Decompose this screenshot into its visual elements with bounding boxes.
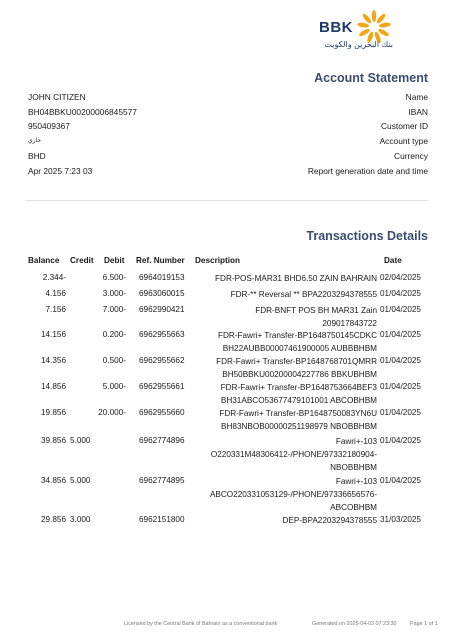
cell-date: 01/04/2025: [380, 382, 421, 391]
cell-debit: 7.000-: [102, 305, 126, 314]
cell-date: 01/04/2025: [380, 408, 421, 417]
cell-debit: 6.500-: [102, 273, 126, 282]
transactions-title: Transactions Details: [306, 229, 428, 243]
cell-balance: 39.856: [40, 436, 66, 445]
cell-description: [177, 514, 377, 527]
account-statement-title: Account Statement: [314, 71, 428, 85]
cell-balance: 4.156: [45, 289, 66, 298]
footer-generated: Generated on 2025-04-03 07:23:30: [312, 621, 397, 627]
cell-date: 31/03/2025: [380, 515, 421, 524]
description-line: FDR-Fawri+ Transfer-BP1648753664BEF3: [220, 383, 377, 392]
description-line: BH31ABCO53677479101001 ABCOBHBM: [220, 396, 377, 405]
info-row: [28, 107, 428, 119]
cell-credit: 5.000: [70, 476, 91, 485]
description-line: FDR-Fawri+ Transfer-BP1648768701QMRR: [216, 357, 377, 366]
cell-ref-number: 6963060015: [139, 289, 185, 298]
cell-debit: 3.000-: [102, 289, 126, 298]
info-label: Report generation date and time: [307, 166, 428, 176]
cell-debit: 0.500-: [102, 356, 126, 365]
cell-ref-number: 6962774896: [139, 436, 185, 445]
cell-description: [177, 475, 377, 514]
info-row: [28, 166, 428, 178]
header-ref-number: Ref. Number: [136, 256, 185, 265]
cell-balance: 2.344-: [42, 273, 66, 282]
description-line: DEP-BPA2203294378555: [282, 516, 377, 525]
cell-ref-number: 6962955662: [139, 356, 185, 365]
cell-ref-number: 6962955660: [139, 408, 185, 417]
header-balance: Balance: [28, 256, 60, 265]
cell-balance: 7.156: [45, 305, 66, 314]
description-line: FDR-BNFT POS BH MAR31 Zain: [255, 306, 377, 315]
info-row: [28, 92, 428, 104]
cell-debit: 0.200-: [102, 330, 126, 339]
header-date: Date: [384, 256, 402, 265]
description-line: ABCO220331053129-/PHONE/97336656576-: [209, 490, 377, 499]
cell-ref-number: 6964019153: [139, 273, 185, 282]
cell-date: 01/04/2025: [380, 305, 421, 314]
info-label: IBAN: [408, 107, 428, 117]
info-value: جاري: [28, 137, 42, 144]
cell-debit: 20.000-: [98, 408, 126, 417]
cell-description: [177, 435, 377, 474]
description-line: FDR-Fawri+ Transfer-BP1648750145CDKC: [217, 331, 377, 340]
cell-ref-number: 6962990421: [139, 305, 185, 314]
cell-balance: 14.156: [40, 330, 66, 339]
description-line: BH22AUBB00007461900005 AUBBBHBM: [222, 344, 377, 353]
description-line: BH83NBOB00000251198979 NBOBBHBM: [221, 422, 377, 431]
description-line: O220331M48306412-/PHONE/97332180904-: [210, 450, 377, 459]
info-value: BH04BBKU00200006845577: [28, 107, 137, 117]
info-label: Account type: [379, 136, 428, 146]
info-label: Name: [405, 92, 428, 102]
cell-description: [177, 288, 377, 301]
cell-description: [177, 329, 377, 355]
cell-debit: 5.000-: [102, 382, 126, 391]
description-line: Fawri+-103: [335, 477, 377, 486]
cell-balance: 14.356: [40, 356, 66, 365]
section-divider: [25, 200, 428, 201]
info-row: [28, 121, 428, 133]
cell-balance: 19.856: [40, 408, 66, 417]
info-label: Customer ID: [380, 121, 428, 131]
header-description: Description: [195, 256, 241, 265]
cell-credit: 5.000: [70, 436, 91, 445]
cell-description: [177, 407, 377, 433]
info-row: [28, 136, 428, 148]
info-value: 950409367: [28, 121, 70, 131]
cell-ref-number: 6962955661: [139, 382, 185, 391]
description-line: FDR-POS-MAR31 BHD6.50 ZAIN BAHRAIN: [215, 274, 377, 283]
description-line: FDR-Fawri+ Transfer-BP1648750083YN6U: [219, 409, 377, 418]
cell-date: 01/04/2025: [380, 289, 421, 298]
cell-description: [177, 381, 377, 407]
cell-description: [177, 272, 377, 285]
footer-license: Licensed by the Central Bank of Bahrain as a conventional bank: [124, 621, 278, 627]
info-row: [28, 151, 428, 163]
description-line: FDR-** Reversal ** BPA2203294378555: [230, 290, 377, 299]
cell-description: [177, 355, 377, 381]
cell-ref-number: 6962151800: [139, 515, 185, 524]
description-line: 209017843722: [322, 319, 377, 328]
description-line: ABCOBHBM: [330, 503, 377, 512]
cell-date: 01/04/2025: [380, 436, 421, 445]
cell-date: 01/04/2025: [380, 356, 421, 365]
cell-balance: 29.856: [40, 515, 66, 524]
info-value: Apr 2025 7:23 03: [28, 166, 93, 176]
cell-ref-number: 6962774895: [139, 476, 185, 485]
description-line: Fawri+-103: [335, 437, 377, 446]
footer-page: Page 1 of 1: [410, 621, 438, 627]
info-value: JOHN CITIZEN: [28, 92, 86, 102]
sun-emblem-icon: [357, 10, 391, 44]
header-debit: Debit: [104, 256, 125, 265]
logo-arabic-name: بنك البحرين والكويت: [324, 40, 393, 49]
info-label: Currency: [394, 151, 428, 161]
cell-date: 02/04/2025: [380, 273, 421, 282]
logo-text: BBK: [319, 19, 353, 36]
cell-balance: 14.856: [40, 382, 66, 391]
info-value: BHD: [28, 151, 46, 161]
cell-balance: 34.856: [40, 476, 66, 485]
cell-ref-number: 6962955663: [139, 330, 185, 339]
cell-date: 01/04/2025: [380, 476, 421, 485]
cell-credit: 3.000: [70, 515, 91, 524]
header-credit: Credit: [70, 256, 94, 265]
cell-description: [177, 304, 377, 330]
cell-date: 01/04/2025: [380, 330, 421, 339]
description-line: NBOBBHBM: [330, 463, 377, 472]
description-line: BH50BBKU00200004227786 BBKUBHBM: [222, 370, 377, 379]
bbk-logo: [319, 8, 431, 56]
